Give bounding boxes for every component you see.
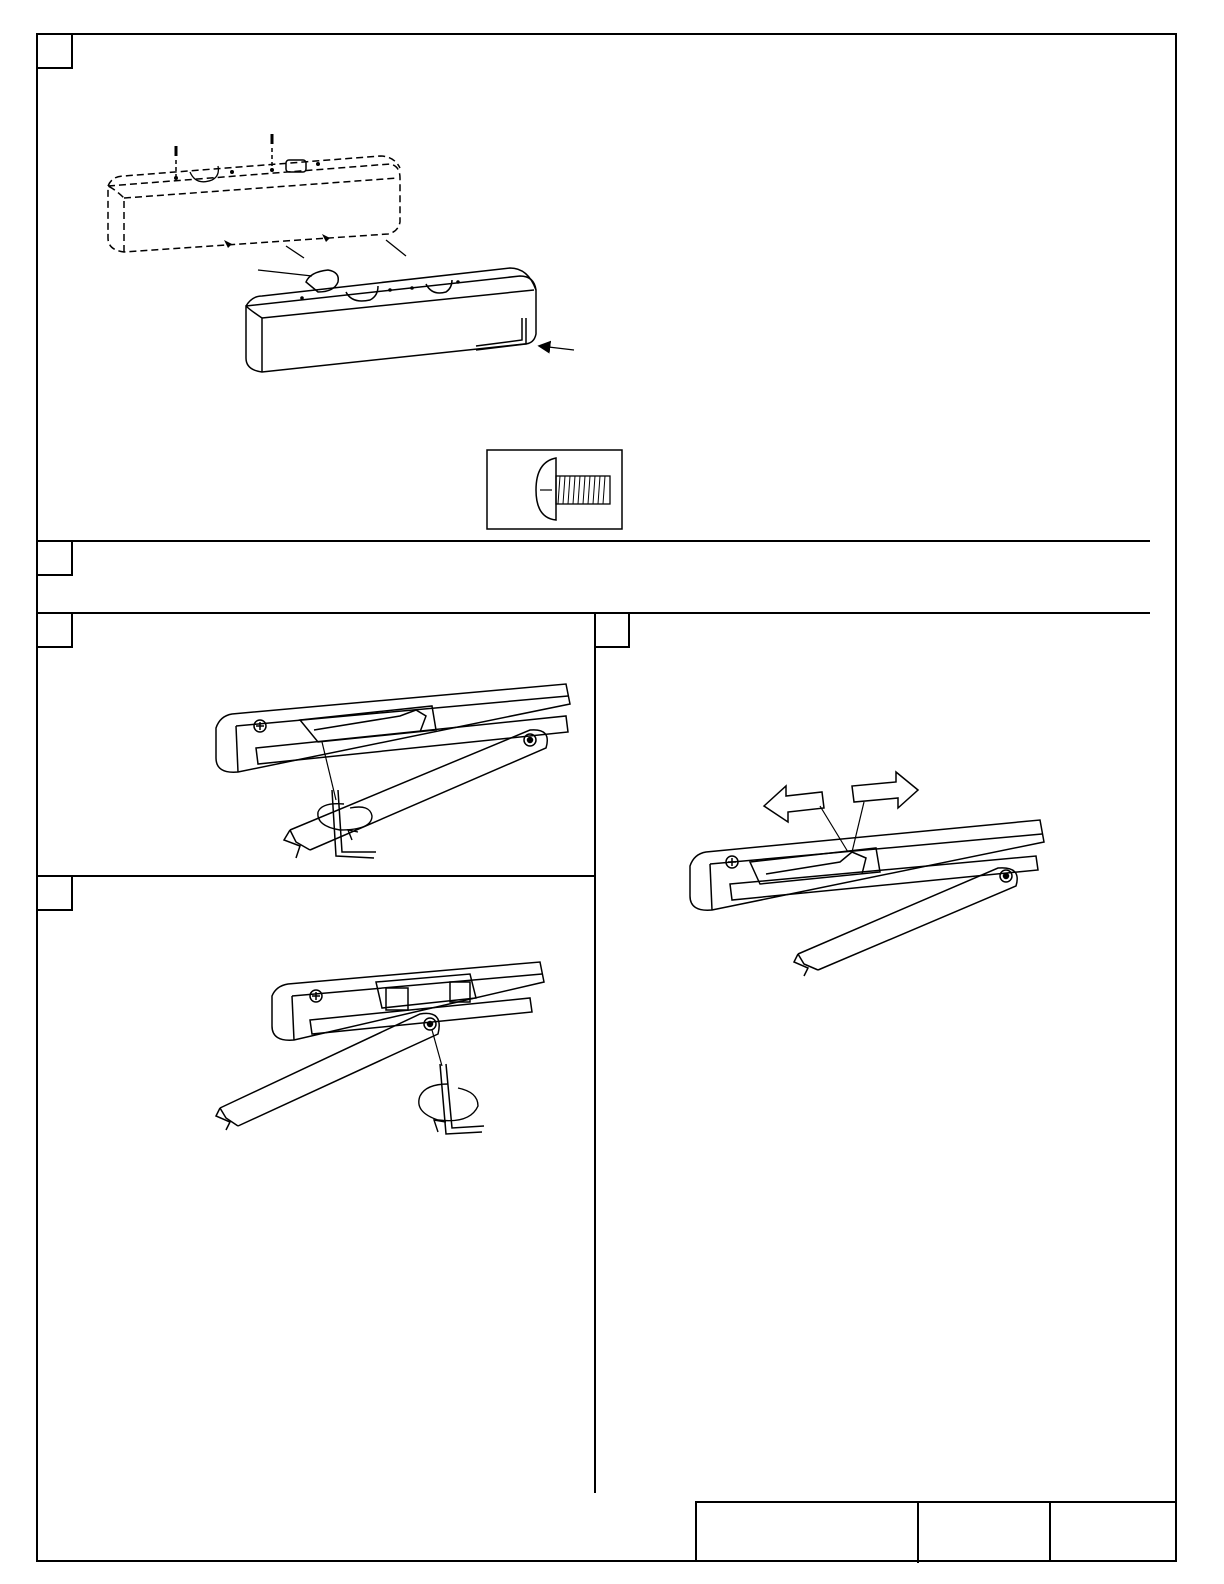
step-box-1 (37, 34, 72, 68)
arm-assembly-icon (216, 684, 570, 858)
hex-key-pointer (540, 346, 574, 350)
closer-body-icon (246, 268, 536, 372)
step-box-5 (37, 876, 72, 910)
step-box-3 (37, 613, 72, 647)
step-number-boxes (37, 34, 629, 910)
arm-assembly-icon-step4 (690, 820, 1044, 976)
closer-cover-icon (108, 156, 400, 252)
hex-key-icon-step5 (432, 1030, 484, 1134)
double-arrow-icon (764, 772, 918, 852)
arm-assembly-icon-step5 (216, 962, 544, 1130)
step-box-2 (37, 541, 72, 575)
cover-screw-icons (176, 134, 306, 182)
screw-icon (487, 450, 622, 529)
step-box-4 (595, 613, 629, 647)
sheet-border (37, 34, 1176, 1561)
title-block (696, 1502, 1176, 1563)
